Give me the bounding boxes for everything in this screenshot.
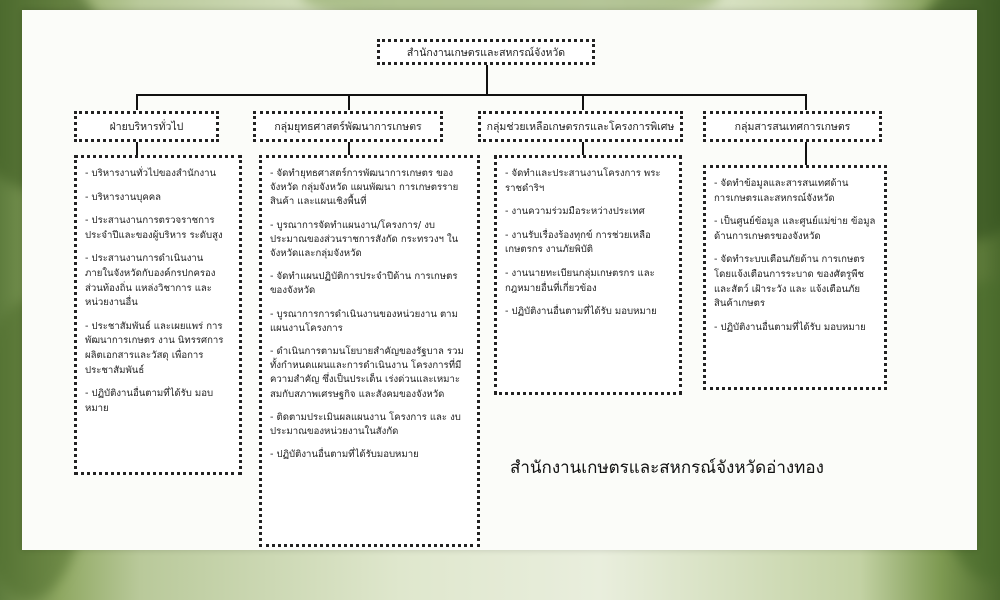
connector-top-vertical [486,62,488,96]
list-item: - ประสานงานการตรวจราชการ ประจำปีและของผู้บริหาร ระดับสูง [85,215,223,241]
dept-list-info [703,165,887,390]
connector-drop-1 [136,94,138,110]
list-item: - ปฏิบัติงานอื่นตามที่ได้รับ มอบหมาย [505,306,657,318]
dept-header-info [703,111,882,142]
list-item: - จัดทำระบบเตือนภัยด้าน การเกษตรโดยแจ้งเตือนการระบาด ของศัตรูพืชและสัตว์ เฝ้าระวัง และ แจ้งเตือนภัยสินค้าเกษตร [714,254,865,310]
list-item: - บริหารงานบุคคล [85,191,162,203]
list-item: - เป็นศูนย์ข้อมูล และศูนย์แม่ข่าย ข้อมูลด้านการเกษตรของจังหวัด [714,216,876,242]
list-item: - จัดทำยุทธศาสตร์การพัฒนาการเกษตร ของจังหวัด กลุ่มจังหวัด แผนพัฒนา การเกษตรรายสินค้า และแผนเชิงพื้นที่ [270,168,459,208]
connector-drop-4 [805,94,807,110]
list-item: - บูรณาการการดำเนินงานของหน่วยงาน ตามแผนงานโครงการ [270,308,458,334]
connector-sub-4 [805,140,807,166]
list-item: - ปฏิบัติงานอื่นตามที่ได้รับ มอบหมาย [714,321,866,333]
list-item: - งานนายทะเบียนกลุ่มเกษตรกร และกฎหมายอื่นที่เกี่ยวข้อง [505,267,655,294]
top-office-box [377,39,595,65]
dept-header-label: ฝ่ายบริหารทั่วไป [109,121,184,133]
list-item: - บริหารงานทั่วไปของสำนักงาน [85,168,217,179]
list-item: - จัดทำและประสานงานโครงการ พระราชดำริฯ [505,168,661,194]
list-item: - ติดตามประเมินผลแผนงาน โครงการ และ งบประมาณของหน่วยงานในสังกัด [270,411,461,438]
list-item: - จัดทำข้อมูลและสารสนเทศด้าน การเกษตรและสหกรณ์จังหวัด [714,178,849,204]
dept-header-label: กลุ่มสารสนเทศการเกษตร [734,121,851,133]
dept-list-farmer-aid [494,155,682,395]
list-item: - จัดทำแผนปฏิบัติการประจำปีด้าน การเกษตรของจังหวัด [270,271,458,297]
connector-drop-3 [582,94,584,110]
list-item: - ประชาสัมพันธ์ และเผยแพร่ การพัฒนาการเกษตร งาน นิทรรศการ ผลิตเอกสารและวัสดุ เพื่อการประชาสัมพันธ์ [85,320,224,376]
list-item: - ดำเนินการตามนโยบายสำคัญของรัฐบาล รวมทั้งกำหนดแผนและการดำเนินงาน โครงการที่มีความสำคัญ ซึ่งเป็นประเด็น เร่งด่วนและเหมาะสมกับสภาพเศรษฐกิจ และสังคมของจังหวัด [270,346,464,400]
connector-horizontal [136,94,807,96]
list-item: - ปฏิบัติงานอื่นตามที่ได้รับ มอบหมาย [85,388,214,414]
list-item: - งานรับเรื่องร้องทุกข์ การช่วยเหลือ เกษตรกร งานภัยพิบัติ [505,229,651,256]
connector-drop-2 [348,94,350,110]
dept-list-admin [74,155,242,475]
dept-header-farmer-aid [478,111,683,142]
dept-list-strategy [259,155,480,547]
list-item: - ประสานงานการดำเนินงาน ภายในจังหวัดกับองค์กรปกครอง ส่วนท้องถิ่น แหล่งวิชาการ และ หน่วยงานอื่น [85,253,216,309]
top-office-label: สำนักงานเกษตรและสหกรณ์จังหวัด [406,46,566,59]
list-item: - งานความร่วมมือระหว่างประเทศ [505,206,645,218]
dept-header-strategy [253,111,443,142]
org-chart [22,10,977,550]
dept-header-label: กลุ่มยุทธศาสตร์พัฒนาการเกษตร [274,121,422,133]
office-caption: สำนักงานเกษตรและสหกรณ์จังหวัดอ่างทอง [510,458,824,478]
dept-header-admin [74,111,219,142]
list-item: - บูรณาการจัดทำแผนงาน/โครงการ/ งบประมาณของส่วนราชการสังกัด กระทรวงฯ ในจังหวัดและกลุ่มจังหวัด [270,219,459,260]
list-item: - ปฏิบัติงานอื่นตามที่ได้รับมอบหมาย [270,449,419,461]
dept-header-label: กลุ่มช่วยเหลือเกษตรกรและโครงการพิเศษ [486,121,675,133]
